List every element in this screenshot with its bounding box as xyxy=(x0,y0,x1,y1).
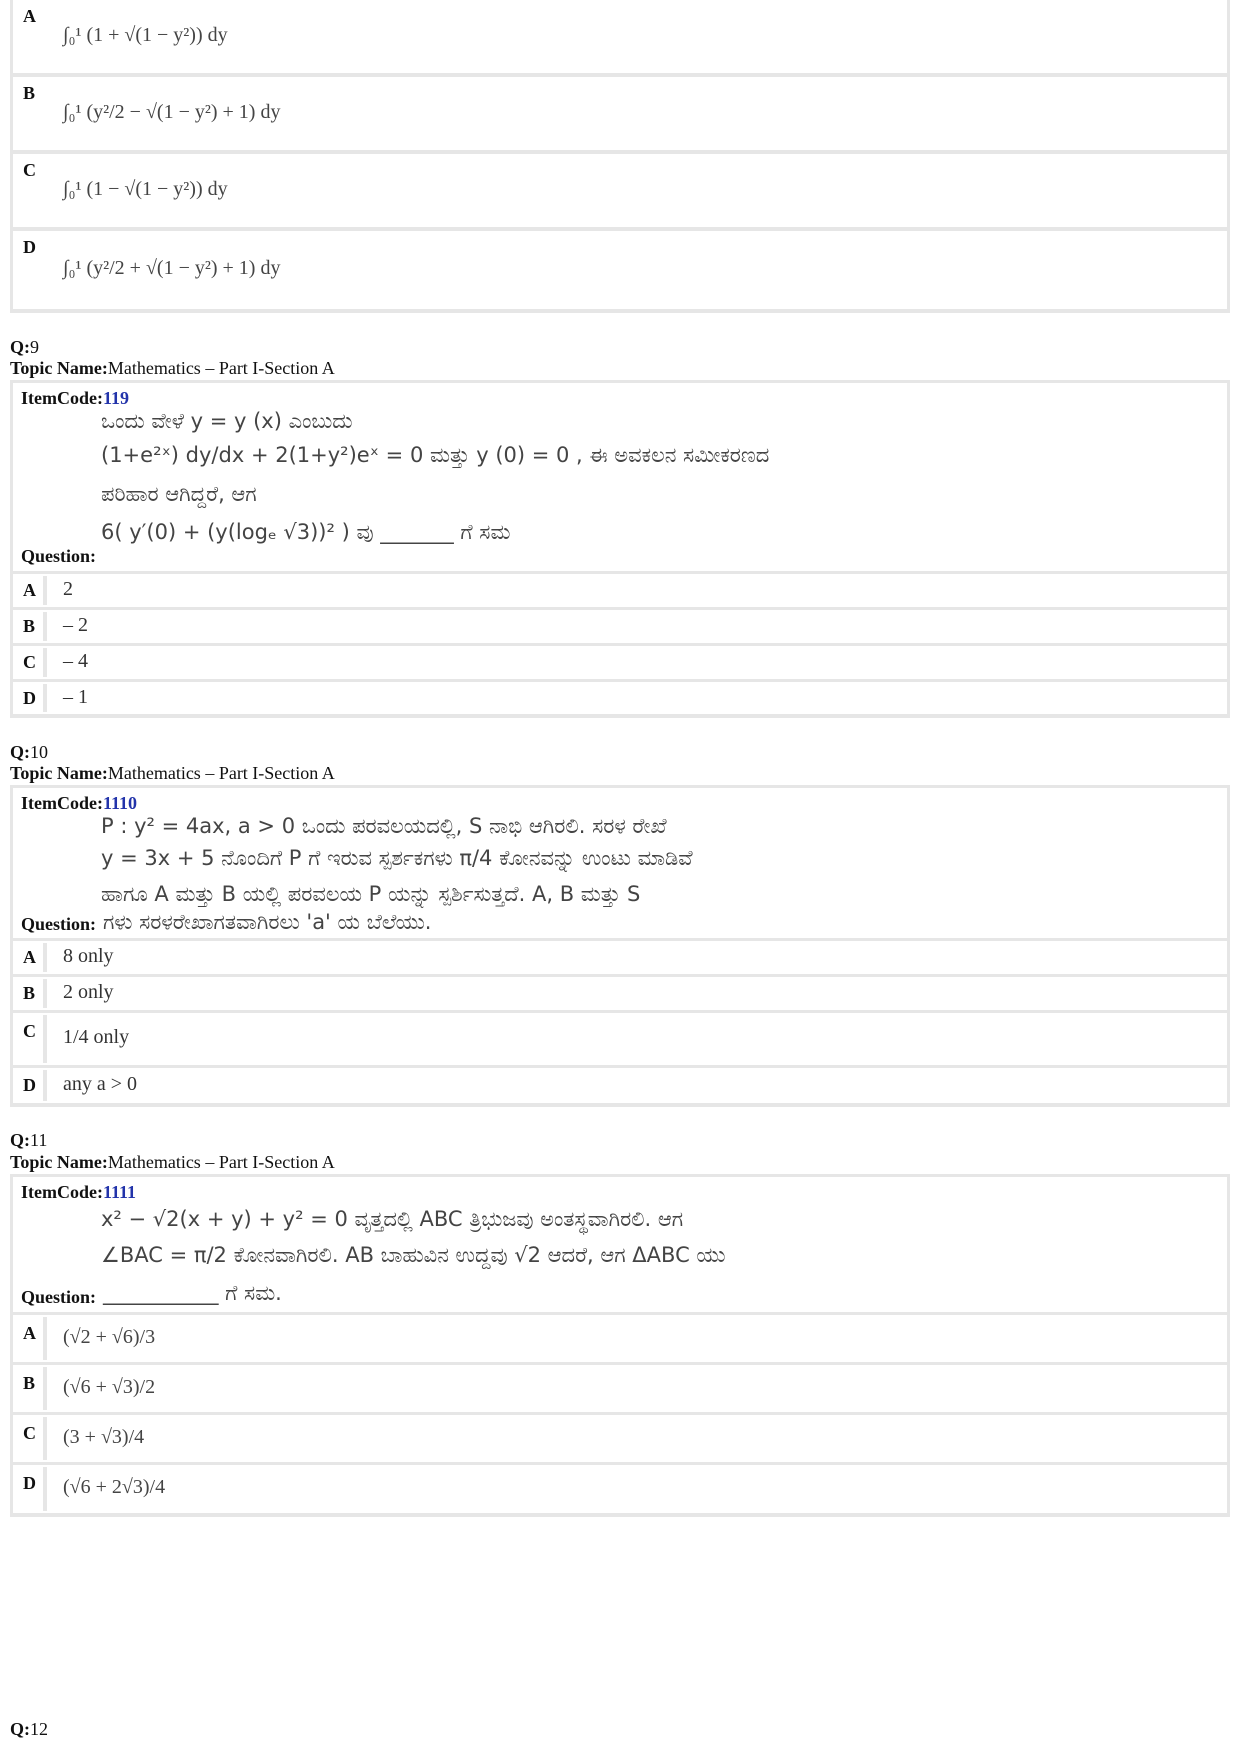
option-row-b[interactable] xyxy=(13,610,1227,643)
option-text: 8 only xyxy=(63,945,114,967)
option-letter: D xyxy=(23,1075,36,1095)
option-row-c[interactable] xyxy=(13,1013,1227,1065)
option-text: 1/4 only xyxy=(63,1026,130,1048)
option-letter: C xyxy=(23,1423,36,1443)
option-row-d[interactable] xyxy=(13,1068,1227,1103)
option-text: – 1 xyxy=(63,686,88,708)
topic-name: Topic Name:Mathematics – Part I-Section A xyxy=(10,358,335,378)
question-line: y = 3x + 5 ನೊಂದಿಗೆ P ಗೆ ಇರುವ ಸ್ಪರ್ಶಕಗಳು π/4 ಕೋನವನ್ನು ಉಂಟು ಮಾಡಿವೆ xyxy=(101,846,693,870)
option-letter: D xyxy=(23,1473,36,1493)
question-number: Q:9 xyxy=(10,337,39,357)
option-row-a[interactable] xyxy=(13,941,1227,974)
question-line: ___________ ಗೆ ಸಮ. xyxy=(103,1281,282,1305)
option-row-d[interactable] xyxy=(13,682,1227,714)
option-row-c[interactable] xyxy=(13,646,1227,679)
item-code: ItemCode:1111 xyxy=(21,1182,137,1202)
option-letter: B xyxy=(23,616,36,636)
option-text: – 4 xyxy=(63,650,88,672)
question-panel xyxy=(10,1174,1230,1517)
option-letter: A xyxy=(23,580,36,600)
question-line: x² − √2(x + y) + y² = 0 ವೃತ್ತದಲ್ಲಿ ABC ತ್ರಿಭುಜವು ಅಂತಸ್ಥವಾಗಿರಲಿ. ಆಗ xyxy=(101,1207,684,1231)
option-row-a[interactable] xyxy=(13,574,1227,607)
topic-name: Topic Name:Mathematics – Part I-Section A xyxy=(10,1152,335,1172)
option-row-d[interactable] xyxy=(13,1465,1227,1513)
option-letter: A xyxy=(23,6,36,26)
question-line: (1+e²ˣ) dy/dx + 2(1+y²)eˣ = 0 ಮತ್ತು y (0) = 0 , ಈ ಅವಕಲನ ಸಮೀಕರಣದ xyxy=(101,443,770,467)
option-letter: C xyxy=(23,1021,36,1041)
option-row-d[interactable] xyxy=(13,231,1227,309)
option-expression: ∫₀¹ (y²/2 − √(1 − y²) + 1) dy xyxy=(63,101,281,123)
option-letter: A xyxy=(23,1323,36,1343)
option-letter: B xyxy=(23,983,36,1003)
q8-options-panel xyxy=(10,0,1230,313)
question-line: ಪರಿಹಾರ ಆಗಿದ್ದರೆ, ಆಗ xyxy=(101,482,257,506)
question-panel xyxy=(10,380,1230,718)
option-letter: D xyxy=(23,688,36,708)
question-line: ∠BAC = π/2 ಕೋನವಾಗಿರಲಿ. AB ಬಾಹುವಿನ ಉದ್ದವು √2 ಆದರೆ, ಆಗ ΔABC ಯು xyxy=(101,1243,726,1267)
option-row-a[interactable] xyxy=(13,0,1227,73)
question-number: Q:12 xyxy=(10,1719,48,1739)
question-label: Question: xyxy=(21,1287,97,1307)
option-letter: D xyxy=(23,237,36,257)
option-text: (√2 + √6)/3 xyxy=(63,1326,156,1348)
option-letter: B xyxy=(23,1373,36,1393)
question-line: ಹಾಗೂ A ಮತ್ತು B ಯಲ್ಲಿ ಪರವಲಯ P ಯನ್ನು ಸ್ಪರ್ಶಿಸುತ್ತದೆ. A, B ಮತ್ತು S xyxy=(101,882,641,906)
option-text: (3 + √3)/4 xyxy=(63,1426,145,1448)
question-number: Q:10 xyxy=(10,742,48,762)
option-expression: ∫₀¹ (1 − √(1 − y²)) dy xyxy=(63,178,228,200)
option-row-b[interactable] xyxy=(13,977,1227,1010)
option-letter: C xyxy=(23,160,36,180)
question-body xyxy=(13,788,1227,938)
question-line: P : y² = 4ax, a > 0 ಒಂದು ಪರವಲಯದಲ್ಲಿ, S ನಾಭಿ ಆಗಿರಲಿ. ಸರಳ ರೇಖೆ xyxy=(101,814,667,838)
question-panel xyxy=(10,785,1230,1107)
option-row-b[interactable] xyxy=(13,1365,1227,1412)
topic-name: Topic Name:Mathematics – Part I-Section A xyxy=(10,763,335,783)
option-text: (√6 + √3)/2 xyxy=(63,1376,156,1398)
item-code: ItemCode:119 xyxy=(21,388,129,408)
option-expression: ∫₀¹ (1 + √(1 − y²)) dy xyxy=(63,24,228,46)
question-line: ಗಳು ಸರಳರೇಖಾಗತವಾಗಿರಲು 'a' ಯ ಬೆಲೆಯು. xyxy=(103,910,432,934)
question-body xyxy=(13,1177,1227,1312)
question-body xyxy=(13,383,1227,571)
question-line: ಒಂದು ವೇಳೆ y = y (x) ಎಂಬುದು xyxy=(101,409,353,433)
option-text: – 2 xyxy=(63,614,88,636)
question-line: 6( y′(0) + (y(logₑ √3))² ) ವು _______ ಗೆ ಸಮ xyxy=(101,520,511,544)
option-text: (√6 + 2√3)/4 xyxy=(63,1476,166,1498)
option-text: any a > 0 xyxy=(63,1073,138,1095)
option-letter: A xyxy=(23,947,36,967)
item-code: ItemCode:1110 xyxy=(21,793,137,813)
option-letter: C xyxy=(23,652,36,672)
option-row-b[interactable] xyxy=(13,77,1227,150)
option-text: 2 xyxy=(63,578,73,600)
option-letter: B xyxy=(23,83,36,103)
question-label: Question: xyxy=(21,546,97,566)
option-expression: ∫₀¹ (y²/2 + √(1 − y²) + 1) dy xyxy=(63,257,281,279)
option-row-c[interactable] xyxy=(13,1415,1227,1462)
option-text: 2 only xyxy=(63,981,114,1003)
question-label: Question: xyxy=(21,914,97,934)
question-number: Q:11 xyxy=(10,1130,48,1150)
option-row-a[interactable] xyxy=(13,1315,1227,1362)
option-row-c[interactable] xyxy=(13,154,1227,227)
